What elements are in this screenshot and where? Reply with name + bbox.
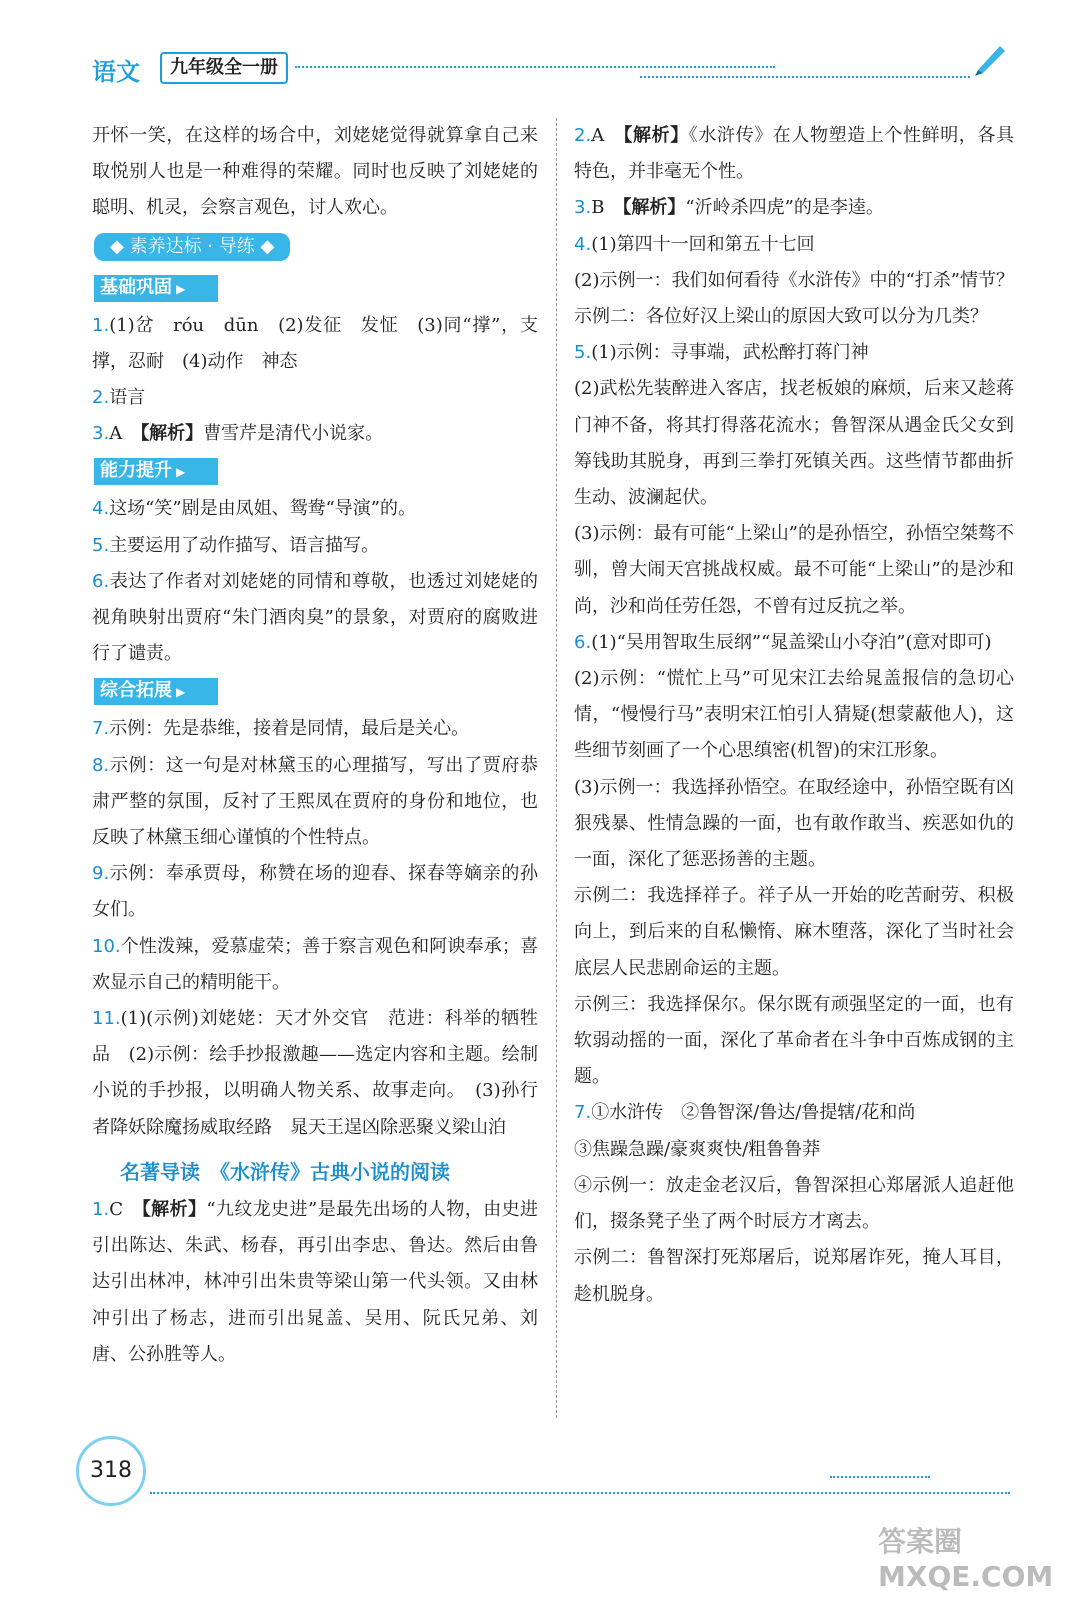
answer-item: 6.(1)“吴用智取生辰纲”“晁盖梁山小夺泊”(意对即可) xyxy=(574,631,992,653)
watermark: 答案圈 MXQE.COM xyxy=(878,1525,1054,1593)
answer-item: 3.B 【解析】“沂岭杀四虎”的是李逵。 xyxy=(574,197,884,219)
answer-item: 11.(1)(示例)刘姥姥：天才外交官 范进：科举的牺牲品 (2)示例：绘手抄报激趣——选定内容和主题。绘制小说的手抄报，以明确人物关系、故事走向。 (3)孙行者降妖除魔扬威取经路 晁天王逞凶除恶聚义梁山泊 xyxy=(92,1008,538,1138)
answer-text: 示例二：鲁智深打死郑屠后，说郑屠诈死，掩人耳目，趁机脱身。 xyxy=(574,1247,1014,1305)
answer-item: 7.示例：先是恭维，接着是同情，最后是关心。 xyxy=(92,718,470,740)
answer-item: 4.这场“笑”剧是由凤姐、鸳鸯“导演”的。 xyxy=(92,498,416,520)
section-banner: ◆ 素养达标 · 导练 ◆ xyxy=(94,233,290,261)
answer-item: 1.(1)岔 róu dūn (2)发征 发怔 (3)同“撑”，支撑，忍耐 (4)动作 神态 xyxy=(92,314,538,372)
answer-item: 6.表达了作者对刘姥姥的同情和尊敬，也透过刘姥姥的视角映射出贾府“朱门酒肉臭”的景象，对贾府的腐败进行了谴责。 xyxy=(92,570,538,665)
section-extend: 综合拓展 ▶ xyxy=(94,678,218,705)
grade-label: 九年级全一册 xyxy=(160,52,288,84)
subject-title: 语文 xyxy=(92,58,140,86)
answer-item: 9.示例：奉承贾母，称赞在场的迎春、探春等嫡亲的孙女们。 xyxy=(92,863,538,921)
answer-text: (3)示例一：我选择孙悟空。在取经途中，孙悟空既有凶狠残暴、性情急躁的一面，也有敢作敢当、疾恶如仇的一面，深化了惩恶扬善的主题。 xyxy=(574,776,1014,871)
answer-item: 2.A 【解析】《水浒传》在人物塑造上个性鲜明，各具特色，并非毫无个性。 xyxy=(574,125,1015,183)
pen-icon xyxy=(970,38,1010,78)
answer-text: ④示例一：放走金老汉后，鲁智深担心郑屠派人追赶他们，掇条凳子坐了两个时辰方才离去。 xyxy=(574,1174,1014,1233)
answer-item: 1.C 【解析】“九纹龙史进”是最先出场的人物，由史进引出陈达、朱武、杨春，再引出李忠、鲁达。然后由鲁达引出林冲，林冲引出朱贵等梁山第一代头领。又由林冲引出了杨志，进而引出晁盖、吴用、阮氏兄弟、刘唐、公孙胜等人。 xyxy=(92,1199,538,1365)
answer-item: 3.A 【解析】曹雪芹是清代小说家。 xyxy=(92,423,384,445)
footer-dotted-line xyxy=(150,1492,1010,1494)
answer-item: 7.①水浒传 ②鲁智深/鲁达/鲁提辖/花和尚 xyxy=(574,1102,916,1124)
answer-item: 8.示例：这一句是对林黛玉的心理描写，写出了贾府恭肃严整的氛围，反衬了王熙凤在贾府的身份和地位，也反映了林黛玉细心谨慎的个性特点。 xyxy=(92,754,538,849)
chapter-title: 名著导读 《水浒传》古典小说的阅读 xyxy=(120,1159,450,1184)
answer-item: 5.主要运用了动作描写、语言描写。 xyxy=(92,534,380,556)
answer-item: 2.语言 xyxy=(92,387,146,409)
section-ability: 能力提升 ▶ xyxy=(94,458,218,485)
left-column xyxy=(92,118,538,1373)
header-dotted-line xyxy=(295,66,775,68)
answer-text: (2)示例一：我们如何看待《水浒传》中的“打杀”情节？ 示例二：各位好汉上梁山的原因大致可以分为几类？ xyxy=(574,269,1032,328)
answer-item: 5.(1)示例：寻事端，武松醉打蒋门神 xyxy=(574,342,869,364)
footer-dotted-line-2 xyxy=(830,1476,930,1478)
answer-text: 示例三：我选择保尔。保尔既有顽强坚定的一面，也有软弱动摇的一面，深化了革命者在斗争中百炼成钢的主题。 xyxy=(574,993,1014,1088)
answer-text: 示例二：我选择祥子。祥子从一开始的吃苦耐劳、积极向上，到后来的自私懒惰、麻木堕落，深化了当时社会底层人民悲剧命运的主题。 xyxy=(574,885,1014,979)
header-dotted-line-2 xyxy=(640,76,970,78)
answer-text: (3)示例：最有可能“上梁山”的是孙悟空，孙悟空桀骜不驯，曾大闹天宫挑战权威。最不可能“上梁山”的是沙和尚，沙和尚任劳任怨，不曾有过反抗之举。 xyxy=(574,523,1014,617)
answer-item: 10.个性泼辣，爱慕虚荣；善于察言观色和阿谀奉承；喜欢显示自己的精明能干。 xyxy=(92,935,538,993)
answer-item: 4.(1)第四十一回和第五十七回 xyxy=(574,233,815,255)
page-number: 318 xyxy=(76,1436,146,1506)
column-divider xyxy=(556,118,557,1418)
intro-paragraph: 开怀一笑，在这样的场合中，刘姥姥觉得就算拿自己来取悦别人也是一种难得的荣耀。同时也反映了刘姥姥的聪明、机灵，会察言观色，讨人欢心。 xyxy=(92,125,538,219)
answer-text: (2)武松先装醉进入客店，找老板娘的麻烦，后来又趁蒋门神不备，将其打得落花流水；鲁智深从遇金氏父女到筹钱助其脱身，再到三拳打死镇关西。这些情节都曲折生动、波澜起伏。 xyxy=(574,378,1014,509)
section-basic: 基础巩固 ▶ xyxy=(94,275,218,302)
answer-text: (2)示例：“慌忙上马”可见宋江去给晁盖报信的急切心情，“慢慢行马”表明宋江怕引人猜疑(想蒙蔽他人)，这些细节刻画了一个心思缜密(机智)的宋江形象。 xyxy=(574,668,1014,762)
right-column xyxy=(574,118,1032,1313)
answer-text: ③焦躁急躁/豪爽爽快/粗鲁鲁莽 xyxy=(574,1138,821,1160)
page-header xyxy=(0,0,1072,100)
